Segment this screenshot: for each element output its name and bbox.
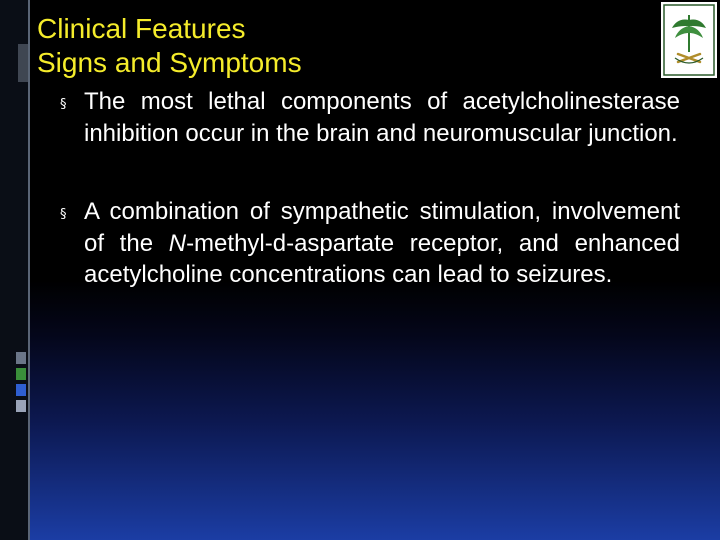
bullet-2-segment: -methyl-d-aspartate receptor, and enhanced acetylcholine concentrations can lead to seizures.	[84, 229, 680, 288]
bullet-text-1	[84, 88, 680, 147]
bullet-2-segment: A combination of sympathetic stimulation, involvement of the	[84, 198, 680, 257]
bullet-marker-icon: §	[60, 207, 67, 222]
bullet-text-2	[84, 198, 680, 288]
bullet-list	[60, 86, 680, 291]
bullet-item-1	[60, 86, 680, 149]
slide-title	[37, 12, 302, 80]
decorative-square	[16, 384, 26, 396]
university-logo-icon	[661, 2, 717, 78]
decorative-square	[16, 400, 26, 412]
bullet-item-2	[60, 196, 680, 291]
decorative-square	[16, 368, 26, 380]
left-accent-line	[28, 0, 30, 540]
slide-title-line-1: Clinical Features	[37, 13, 246, 44]
decorative-square	[16, 352, 26, 364]
bullet-2-italic-segment: N	[168, 229, 187, 257]
bullet-marker-icon: §	[60, 97, 67, 112]
bullet-1-segment: The most lethal components of acetylcholinesterase inhibition occur in the brain and neuromuscular junction.	[84, 88, 680, 147]
slide-title-line-2: Signs and Symptoms	[37, 47, 302, 78]
title-accent-block	[18, 44, 28, 82]
